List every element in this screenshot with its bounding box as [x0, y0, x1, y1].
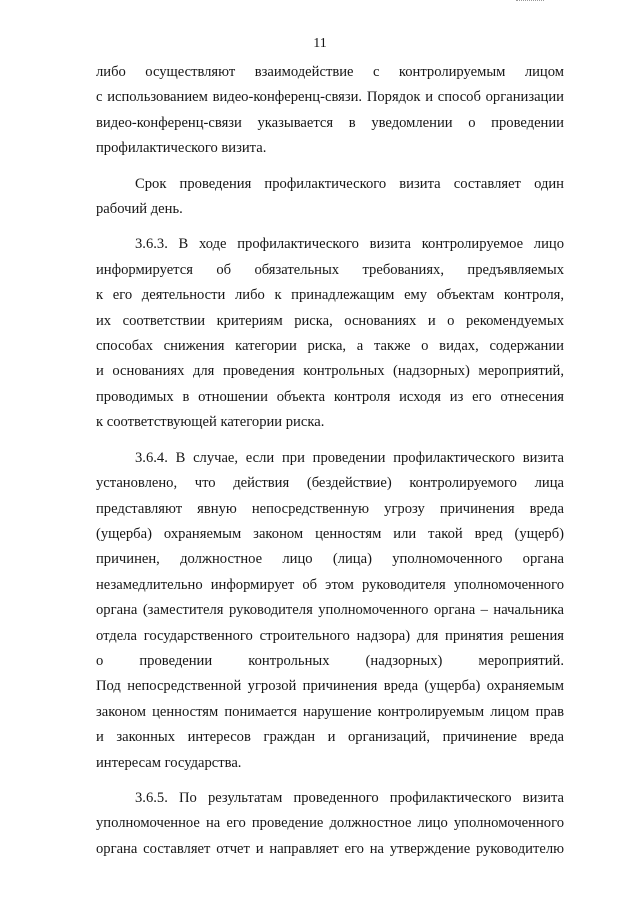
text-line: видео-конференц-связи указывается в уведомлении о проведении — [96, 114, 564, 131]
text-line: установлено, что действия (бездействие) контролируемого лица — [96, 475, 564, 492]
text-line: 3.6.5. По результатам проведенного профилактического визита — [135, 789, 564, 806]
text-line: о проведении контрольных (надзорных) мероприятий. — [96, 652, 564, 669]
text-line: уполномоченное на его проведение должностное лицо уполномоченного — [96, 815, 564, 832]
text-line: отдела государственного строительного надзора) для принятия решения — [96, 627, 564, 644]
text-line: органа составляет отчет и направляет его на утверждение руководителю — [96, 840, 564, 857]
text-line: к соответствующей категории риска. — [96, 414, 325, 431]
text-line: (ущерба) охраняемым законом ценностям или такой вред (ущерб) — [96, 525, 564, 542]
text-line: к его деятельности либо к принадлежащим ему объектам контроля, — [96, 287, 564, 304]
text-line: проводимых в отношении объекта контроля исходя из его отнесения — [96, 388, 564, 405]
text-line: представляют явную непосредственную угрозу причинения вреда — [96, 500, 564, 517]
text-line: их соответствии критериям риска, основаниях и о рекомендуемых — [96, 312, 564, 329]
page-number: 11 — [313, 36, 327, 51]
text-line: информируется об обязательных требованиях, предъявляемых — [96, 261, 564, 278]
paragraph-3-6-3 — [96, 232, 564, 435]
scan-edge-mark — [516, 0, 544, 3]
text-line: профилактического визита. — [96, 140, 267, 157]
text-line: рабочий день. — [96, 201, 183, 218]
text-line: интересам государства. — [96, 754, 242, 771]
text-line: либо осуществляют взаимодействие с контролируемым лицом — [96, 64, 564, 80]
text-line: Срок проведения профилактического визита составляет один — [135, 175, 564, 192]
paragraph-continuation — [96, 60, 564, 162]
text-line: органа (заместителя руководителя уполномоченного органа – начальника — [96, 602, 564, 619]
paragraph-3-6-4 — [96, 446, 564, 776]
document-body — [96, 60, 564, 862]
text-line: и законных интересов граждан и организаций, причинение вреда — [96, 729, 564, 746]
text-line: способах снижения категории риска, а также о видах, содержании — [96, 338, 564, 355]
paragraph-3-6-5 — [96, 786, 564, 862]
text-line: Под непосредственной угрозой причинения вреда (ущерба) охраняемым — [96, 678, 564, 695]
text-line: незамедлительно информирует об этом руководителя уполномоченного — [96, 576, 564, 593]
text-line: причинен, должностное лицо (лица) уполномоченного органа — [96, 551, 564, 568]
paragraph-visit-duration — [96, 172, 564, 223]
text-line: с использованием видео-конференц-связи. Порядок и способ организации — [96, 89, 564, 106]
text-line: законом ценностям понимается нарушение контролируемым лицом прав — [96, 703, 564, 720]
text-line: 3.6.4. В случае, если при проведении профилактического визита — [135, 449, 564, 466]
text-line: и основаниях для проведения контрольных (надзорных) мероприятий, — [96, 363, 564, 380]
text-line: 3.6.3. В ходе профилактического визита контролируемое лицо — [135, 236, 564, 253]
